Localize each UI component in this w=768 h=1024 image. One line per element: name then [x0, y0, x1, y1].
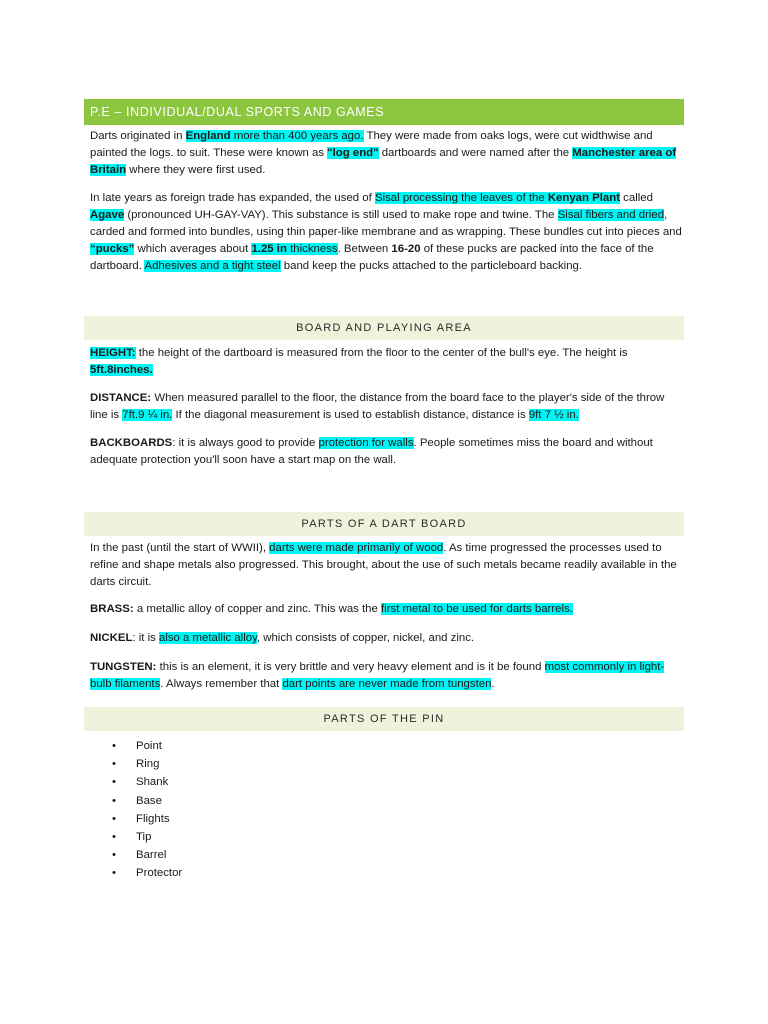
bullet-icon: • [112, 867, 116, 880]
bold-text: 16-20 [391, 243, 421, 255]
highlight [90, 364, 153, 376]
text: 7ft.9 ¼ in. [122, 409, 173, 421]
text: this is an element, it is very brittle and very heavy element and is it be found [156, 661, 545, 673]
text: In the past (until the start of WWII), [90, 542, 270, 554]
text: Darts originated in [90, 130, 186, 142]
bullet-icon: • [112, 830, 116, 843]
section-heading-parts: PARTS OF A DART BOARD [84, 512, 684, 536]
list-item [112, 737, 182, 755]
text: , carded and formed into bundles, using thin paper-like membrane and as wrapping. These bundles cut into pieces and [90, 209, 682, 238]
highlight [375, 192, 620, 204]
text: where they were first used. [126, 164, 266, 176]
text: Adhesives and a tight steel [144, 260, 281, 272]
height-paragraph [90, 345, 682, 379]
list-item-text: Flights [136, 812, 170, 825]
bold-text: "log end" [327, 147, 379, 159]
text: Sisal fibers and dried [557, 209, 665, 221]
text: . As time progressed the processes used to refine and shape metals also progressed. This brought, about the use of such metals became readily available in the darts circuit. [90, 542, 677, 588]
bold-text: 5ft.8inches. [90, 364, 153, 376]
bullet-icon: • [112, 849, 116, 862]
text: more than 400 years ago. [230, 130, 364, 142]
text: also a metallic alloy [159, 632, 257, 644]
text: dart points are never made from tungsten [282, 678, 492, 690]
highlight [90, 243, 134, 255]
bullet-icon: • [112, 794, 116, 807]
backboards-paragraph [90, 435, 682, 469]
text: darts were made primarily of wood [269, 542, 444, 554]
nickel-paragraph [90, 630, 682, 647]
highlight [529, 409, 579, 421]
bullet-icon: • [112, 776, 116, 789]
list-item-text: Point [136, 740, 162, 752]
highlight [90, 347, 136, 359]
text: When measured parallel to the floor, the distance from the board face to the player's side of the throw line is [90, 392, 665, 421]
highlight [269, 542, 443, 554]
list-item [112, 864, 182, 882]
highlight [381, 603, 573, 615]
intro-paragraph-2 [90, 190, 682, 275]
text: the height of the dartboard is measured from the floor to the center of the bull's eye. The height is [135, 347, 628, 359]
list-item [112, 792, 182, 810]
intro-paragraph-1 [90, 128, 682, 179]
bold-text: BACKBOARDS [90, 437, 173, 449]
bold-text: Manchester area of Britain [90, 147, 677, 176]
list-item [112, 846, 182, 864]
text: If the diagonal measurement is used to establish distance, distance is [172, 409, 529, 421]
highlight [144, 260, 280, 272]
bold-text: 1.25 in [251, 243, 287, 255]
text: band keep the pucks attached to the particleboard backing. [280, 260, 583, 272]
highlight [186, 130, 364, 142]
highlight [159, 632, 257, 644]
text: protection for walls [318, 437, 414, 449]
text: . Always remember that [160, 678, 283, 690]
text: dartboards and were named after the [378, 147, 573, 159]
highlight [90, 209, 124, 221]
bullet-icon: • [112, 740, 116, 752]
text: . Between [337, 243, 392, 255]
list-item-text: Shank [136, 776, 169, 789]
list-item [112, 828, 182, 846]
list-item [112, 755, 182, 773]
list-item [112, 810, 182, 828]
bold-text: Kenyan Plant [547, 192, 620, 204]
list-item-text: Ring [136, 758, 160, 771]
bold-text: HEIGHT: [90, 347, 136, 359]
bullet-icon: • [112, 812, 116, 825]
list-item [112, 773, 182, 791]
text: . People sometimes miss the board and without adequate protection you'll soon have a start map on the wall. [90, 437, 653, 466]
bold-text: DISTANCE: [90, 392, 152, 404]
text: 9ft 7 ½ in. [528, 409, 579, 421]
bold-text: BRASS: [90, 603, 134, 615]
list-item-text: Barrel [136, 849, 167, 862]
highlight [122, 409, 172, 421]
document-title: P.E – INDIVIDUAL/DUAL SPORTS AND GAMES [84, 99, 684, 125]
distance-paragraph [90, 390, 682, 424]
bold-text: TUNGSTEN: [90, 661, 157, 673]
text: thickness [286, 243, 338, 255]
list-item-text: Base [136, 794, 162, 807]
bold-text: Agave [90, 209, 125, 221]
text: (pronounced UH-GAY-VAY). This substance is still used to make rope and twine. The [124, 209, 558, 221]
list-item-text: Tip [136, 830, 152, 843]
section-heading-board: BOARD AND PLAYING AREA [84, 316, 684, 340]
bold-text: England [185, 130, 231, 142]
highlight [251, 243, 337, 255]
text: of these pucks are packed into the face of the dartboard. [90, 243, 654, 272]
highlight [319, 437, 414, 449]
text: Sisal processing the leaves of the [374, 192, 548, 204]
highlight [282, 678, 491, 690]
text: . [491, 678, 495, 690]
bullet-icon: • [112, 758, 116, 771]
highlight [558, 209, 664, 221]
section-heading-pin: PARTS OF THE PIN [84, 707, 684, 731]
text: : it is always good to provide [172, 437, 319, 449]
text: In late years as foreign trade has expanded, the used of [90, 192, 375, 204]
text: , which consists of copper, nickel, and zinc. [256, 632, 475, 644]
text: a metallic alloy of copper and zinc. This was the [133, 603, 382, 615]
tungsten-paragraph [90, 659, 682, 693]
text: first metal to be used for darts barrels. [381, 603, 573, 615]
bold-text: “pucks” [90, 243, 135, 255]
bold-text: NICKEL [90, 632, 133, 644]
pin-parts-list [112, 737, 182, 883]
parts-intro-paragraph [90, 540, 682, 591]
text: They were made from oaks logs, were cut widthwise and painted the logs. to suit. These were known as [90, 130, 653, 159]
text: : it is [132, 632, 159, 644]
text: which averages about [134, 243, 252, 255]
text: called [620, 192, 653, 204]
list-item-text: Protector [136, 867, 183, 880]
brass-paragraph [90, 601, 682, 618]
highlight [327, 147, 378, 159]
text: most commonly in light-bulb filaments [90, 661, 665, 690]
